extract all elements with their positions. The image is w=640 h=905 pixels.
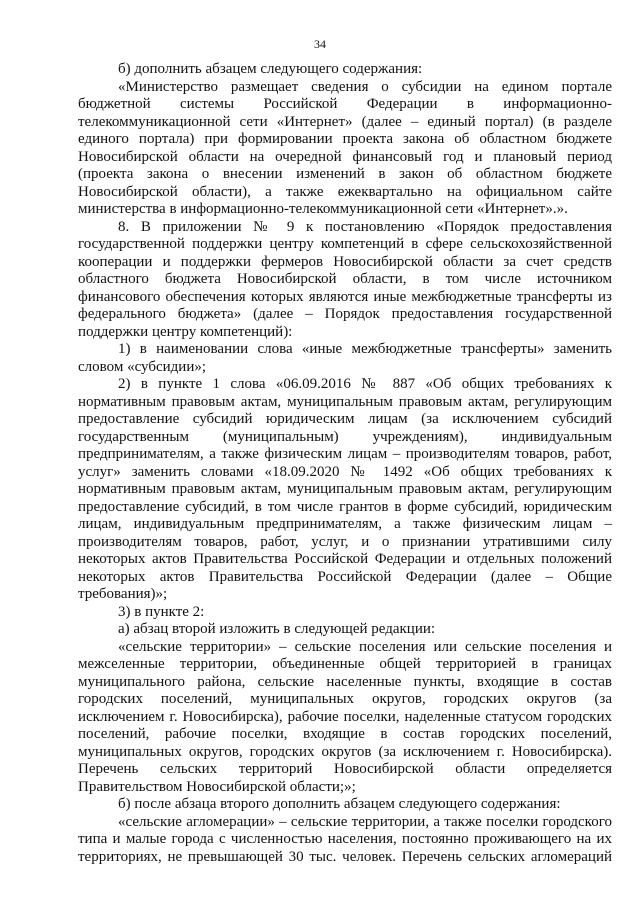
- page-number: 34: [314, 37, 326, 51]
- paragraph-rural-territories: «сельские территории» – сельские поселения или сельские поселения и межселенные территории, объединенные общей территорией в границах муниципального района, сельские населенные пункты, входящие в состав городских поселений, муниципальных округов, городских округов (за исключением г. Новосибирска), рабочие поселки, наделенные статусом городских поселений, рабочие поселки, входящие в состав городских поселений, муниципальных округов, городских округов (за исключением г. Новосибирска). Перечень сельских территорий Новосибирской области определяется Правительством Новосибирской области;»;: [78, 638, 612, 795]
- document-body: [78, 61, 612, 866]
- paragraph-item-b-intro: б) дополнить абзацем следующего содержания:: [118, 61, 423, 77]
- paragraph-subitem-3a: а) абзац второй изложить в следующей редакции:: [118, 621, 436, 637]
- paragraph-subitem-3b: б) после абзаца второго дополнить абзацем следующего содержания:: [118, 796, 561, 812]
- paragraph-subitem-3: 3) в пункте 2:: [118, 603, 205, 620]
- paragraph-subitem-2: 2) в пункте 1 слова «06.09.2016 № 887 «Об общих требованиях к нормативным правовым актам, муниципальным правовым актам, регулирующим предоставление субсидий юридическим лицам (за исключением субсидий государственным (муниципальным) учреждениям), индивидуальным предпринимателям, а также физическим лицам – производителям товаров, работ, услуг» заменить словами «18.09.2020 № 1492 «Об общих требованиях к нормативным правовым актам, муниципальным правовым актам, регулирующим предоставление субсидий, в том числе грантов в форме субсидий, юридическим лицам, индивидуальным предпринимателям, а также физическим лицам – производителям товаров, работ, услуг, и о признании утратившими силу некоторых актов Правительства Российской Федерации и отдельных положений некоторых актов Правительства Российской Федерации (далее – Общие требования)»;: [78, 376, 612, 602]
- paragraph-subitem-1: 1) в наименовании слова «иные межбюджетные трансферты» заменить словом «субсидии»;: [78, 341, 612, 375]
- paragraph-section-8: 8. В приложении № 9 к постановлению «Порядок предоставления государственной поддержки центру компетенций в сфере сельскохозяйственной кооперации и поддержки фермеров Новосибирской области за счет средств областного бюджета Новосибирской области, в том числе источником финансового обеспечения которых являются иные межбюджетные трансферты из федерального бюджета» (далее – Порядок предоставления государственной поддержки центру компетенций):: [78, 218, 612, 340]
- paragraph-ministry-info: «Министерство размещает сведения о субсидии на едином портале бюджетной системы Российской Федерации в информационно-телекоммуникационной сети «Интернет» (далее – единый портал) (в разделе единого портала) при формировании проекта закона об областном бюджете Новосибирской области на очередной финансовый год и плановый период (проекта закона о внесении изменений в закон об областном бюджете Новосибирской области), а также ежеквартально на официальном сайте министерства в информационно-телекоммуникационной сети «Интернет».».: [78, 78, 612, 217]
- paragraph-rural-agglomerations: «сельские агломерации» – сельские территории, а также поселки городского типа и малые города с численностью населения, постоянно проживающего на их территориях, не превышающей 30 тыс. человек. Перечень сельских агломераций: [78, 813, 612, 865]
